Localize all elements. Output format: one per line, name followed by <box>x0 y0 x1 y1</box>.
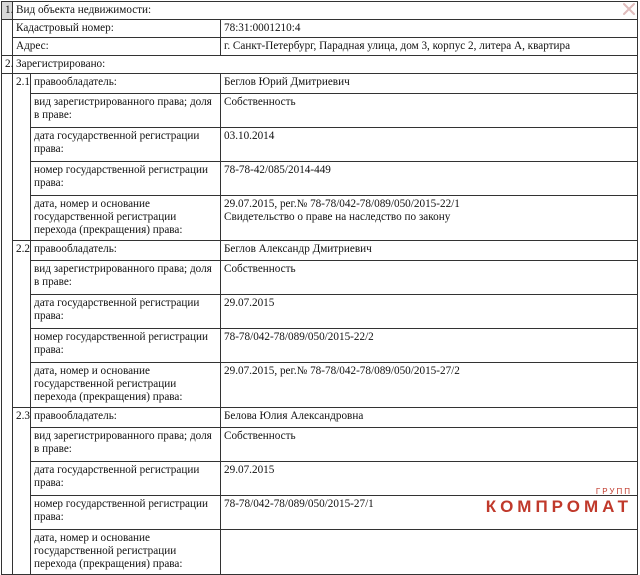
right-type-label: вид зарегистрированного права; доля в праве: <box>31 94 221 128</box>
address-label: Адрес: <box>13 38 221 56</box>
reg-number-value: 78-78-42/085/2014-449 <box>221 162 638 196</box>
transfer-label: дата, номер и основание государственной регистрации перехода (прекращения) права: <box>31 530 221 575</box>
section1-header-row <box>2 2 638 20</box>
close-icon-glyph <box>620 0 638 18</box>
reg-date-label: дата государственной регистрации права: <box>31 128 221 162</box>
entry-2-1-date-row <box>2 128 638 162</box>
watermark-main: КОМПРОМАТ <box>485 497 632 516</box>
transfer-label: дата, номер и основание государственной регистрации перехода (прекращения) права: <box>31 196 221 241</box>
section2-number: 2. <box>2 56 13 74</box>
transfer-label: дата, номер и основание государственной регистрации перехода (прекращения) права: <box>31 363 221 408</box>
reg-number-value: 78-78/042-78/089/050/2015-22/2 <box>221 329 638 363</box>
right-type-value: Собственность <box>221 261 638 295</box>
section2-title: Зарегистрировано: <box>13 56 638 74</box>
entry-2-1-right-row <box>2 94 638 128</box>
reg-date-label: дата государственной регистрации права: <box>31 295 221 329</box>
watermark-sub: ГРУПП <box>595 487 632 496</box>
cadastral-row <box>2 20 638 38</box>
entry-number: 2.2 <box>13 241 31 408</box>
section1-spacer <box>2 20 13 56</box>
transfer-value <box>221 530 638 575</box>
entry-2-2-holder-row <box>2 241 638 261</box>
section1-title: Вид объекта недвижимости: <box>13 2 638 20</box>
entry-2-2-number-row <box>2 329 638 363</box>
entry-2-1-transfer-row <box>2 196 638 241</box>
right-type-value: Собственность <box>221 94 638 128</box>
transfer-line-1: 29.07.2015, рег.№ 78-78/042-78/089/050/2015-27/2 <box>224 365 460 377</box>
section2-header-row <box>2 56 638 74</box>
cadastral-value: 78:31:0001210:4 <box>221 20 638 38</box>
address-row <box>2 38 638 56</box>
holder-label: правообладатель: <box>31 241 221 261</box>
reg-number-label: номер государственной регистрации права: <box>31 496 221 530</box>
entry-2-1-holder-row <box>2 74 638 94</box>
reg-date-value: 29.07.2015 <box>221 462 638 496</box>
section1-number: 1. <box>2 2 13 20</box>
holder-label: правообладатель: <box>31 408 221 428</box>
transfer-value <box>221 196 638 241</box>
entry-2-2-transfer-row <box>2 363 638 408</box>
close-icon[interactable] <box>620 0 638 18</box>
holder-label: правообладатель: <box>31 74 221 94</box>
reg-number-label: номер государственной регистрации права: <box>31 162 221 196</box>
holder-value: Белова Юлия Александровна <box>221 408 638 428</box>
reg-number-label: номер государственной регистрации права: <box>31 329 221 363</box>
holder-value: Беглов Александр Дмитриевич <box>221 241 638 261</box>
watermark-logo <box>472 487 632 517</box>
entry-number: 2.1 <box>13 74 31 241</box>
entry-2-2-right-row <box>2 261 638 295</box>
transfer-line-1: 29.07.2015, рег.№ 78-78/042-78/089/050/2015-22/1 <box>224 198 460 210</box>
reg-date-label: дата государственной регистрации права: <box>31 462 221 496</box>
right-type-label: вид зарегистрированного права; доля в праве: <box>31 261 221 295</box>
entry-2-3-transfer-row <box>2 530 638 575</box>
entry-2-2-date-row <box>2 295 638 329</box>
holder-value: Беглов Юрий Дмитриевич <box>221 74 638 94</box>
section2-spacer <box>2 74 13 575</box>
reg-number-value: 78-78/042-78/089/050/2015-27/1 <box>221 496 638 530</box>
reg-date-value: 03.10.2014 <box>221 128 638 162</box>
right-type-value: Собственность <box>221 428 638 462</box>
address-value: г. Санкт-Петербург, Парадная улица, дом 3, корпус 2, литера А, квартира <box>221 38 638 56</box>
transfer-value <box>221 363 638 408</box>
entry-number: 2.3 <box>13 408 31 575</box>
cadastral-label: Кадастровый номер: <box>13 20 221 38</box>
entry-2-3-right-row <box>2 428 638 462</box>
entry-2-1-number-row <box>2 162 638 196</box>
transfer-line-2: Свидетельство о праве на наследство по закону <box>224 211 451 223</box>
entry-2-3-holder-row <box>2 408 638 428</box>
right-type-label: вид зарегистрированного права; доля в праве: <box>31 428 221 462</box>
reg-date-value: 29.07.2015 <box>221 295 638 329</box>
